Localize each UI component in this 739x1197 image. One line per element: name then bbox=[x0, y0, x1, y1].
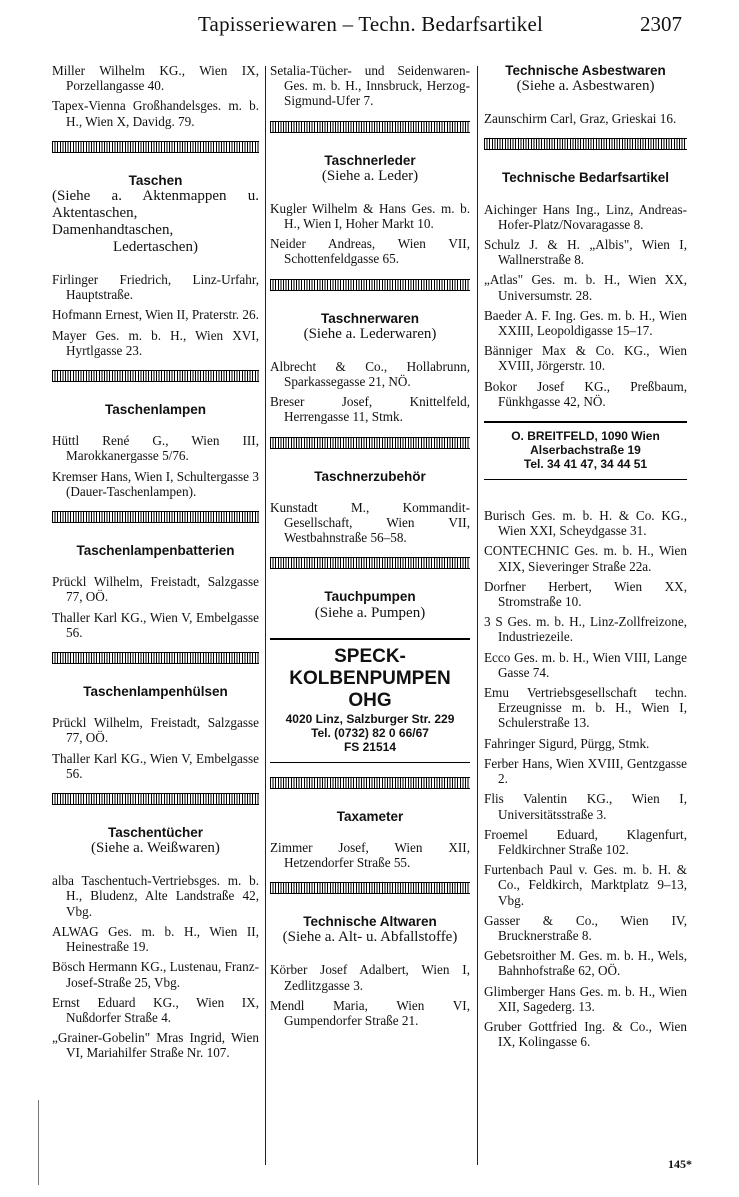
section-title: Taschenlampenbatterien bbox=[76, 543, 235, 559]
list-item: Baeder A. F. Ing. Ges. m. b. H., Wien XXIII, Leopoldigasse 15–17. bbox=[484, 307, 687, 339]
section-title: Technische Bedarfsartikel bbox=[501, 170, 670, 186]
section-heading bbox=[52, 684, 259, 699]
list-item: Albrecht & Co., Hollabrunn, Sparkassegasse 21, NÖ. bbox=[270, 358, 470, 390]
column-3 bbox=[484, 63, 687, 1054]
list-item: Thaller Karl KG., Wien V, Embelgasse 56. bbox=[52, 609, 259, 640]
list-item: Fahringer Sigurd, Pürgg, Stmk. bbox=[484, 735, 650, 751]
section-title: Taschentücher bbox=[107, 825, 204, 841]
column-2 bbox=[270, 63, 470, 1033]
section-heading bbox=[52, 825, 259, 857]
list-item: Kunstadt M., Kommandit-Gesellschaft, Wien VII, Westbahnstraße 56–58. bbox=[270, 499, 470, 546]
section-title: Taschen bbox=[128, 172, 183, 188]
section-reference: (Siehe a. Leder) bbox=[321, 167, 419, 184]
column-divider bbox=[265, 66, 266, 1165]
list-item: Tapex-Vienna Großhandelsges. m. b. H., Wien X, Davidg. 79. bbox=[52, 98, 259, 129]
footer-mark: 145* bbox=[668, 1157, 692, 1171]
section-title: Taschenlampen bbox=[104, 402, 207, 418]
list-item: Bänniger Max & Co. KG., Wien XVIII, Jörgerstr. 10. bbox=[484, 343, 687, 374]
list-item: Mendl Maria, Wien VI, Gumpendorfer Straße 21. bbox=[270, 997, 470, 1029]
advertisement bbox=[270, 638, 470, 763]
list-item: Ecco Ges. m. b. H., Wien VIII, Lange Gasse 74. bbox=[484, 649, 687, 680]
section-title: Taschnerleder bbox=[324, 152, 416, 168]
section-heading bbox=[270, 311, 470, 343]
list-item: Miller Wilhelm KG., Wien IX, Porzellangasse 40. bbox=[52, 63, 259, 94]
list-item: ALWAG Ges. m. b. H., Wien II, Heinestraße 19. bbox=[52, 923, 259, 955]
section-heading bbox=[270, 469, 470, 484]
section-title: Taschnerwaren bbox=[320, 310, 420, 326]
list-item: Aichinger Hans Ing., Linz, Andreas-Hofer-Platz/Novaragasse 8. bbox=[484, 201, 687, 232]
column-1 bbox=[52, 63, 259, 1066]
list-item: Burisch Ges. m. b. H. & Co. KG., Wien XXI, Scheydgasse 31. bbox=[484, 508, 687, 539]
ad-line: O. BREITFELD, 1090 Wien bbox=[511, 429, 660, 444]
section-reference: (Siehe a. Lederwaren) bbox=[303, 325, 437, 342]
ad-line: SPECK- bbox=[334, 645, 406, 667]
section-divider bbox=[52, 652, 259, 664]
margin-mark bbox=[38, 1100, 39, 1185]
list-item: Neider Andreas, Wien VII, Schottenfeldgasse 65. bbox=[270, 236, 470, 267]
section-title: Technische Asbestwaren bbox=[505, 63, 666, 78]
section-title: Taschnerzubehör bbox=[314, 468, 426, 484]
list-item: Hofmann Ernest, Wien II, Praterstr. 26. bbox=[52, 307, 259, 323]
ad-line: KOLBENPUMPEN OHG bbox=[289, 667, 451, 711]
section-heading bbox=[270, 153, 470, 185]
section-divider bbox=[270, 777, 470, 789]
page-number: 2307 bbox=[640, 12, 682, 36]
section-title: Taxameter bbox=[336, 808, 404, 824]
list-item: Furtenbach Paul v. Ges. m. b. H. & Co., Feldkirch, Marktplatz 9–13, Vbg. bbox=[484, 862, 687, 908]
section-reference: (Siehe a. Pumpen) bbox=[314, 604, 426, 621]
list-item: Gruber Gottfried Ing. & Co., Wien IX, Kolingasse 6. bbox=[484, 1018, 687, 1050]
list-item: Mayer Ges. m. b. H., Wien XVI, Hyrtlgasse 23. bbox=[52, 327, 259, 358]
list-item: Firlinger Friedrich, Linz-Urfahr, Hauptstraße. bbox=[52, 272, 259, 303]
list-item: Ferber Hans, Wien XVIII, Gentzgasse 2. bbox=[484, 755, 687, 787]
list-item: Emu Vertriebsgesellschaft techn. Erzeugnisse m. b. H., Wien I, Schulerstraße 13. bbox=[484, 685, 687, 731]
section-divider bbox=[270, 279, 470, 291]
section-title: Technische Altwaren bbox=[303, 914, 437, 930]
ad-line: Tel. 34 41 47, 34 44 51 bbox=[523, 457, 648, 472]
section-heading bbox=[484, 63, 687, 95]
section-divider bbox=[52, 141, 259, 153]
list-item: Hüttl René G., Wien III, Marokkanergasse 5/76. bbox=[52, 433, 259, 464]
list-item: Ernst Eduard KG., Wien IX, Nußdorfer Straße 4. bbox=[52, 994, 259, 1025]
column-divider bbox=[477, 66, 478, 1165]
list-item: alba Taschentuch-Vertriebsges. m. b. H., Bludenz, Alte Landstraße 42, Vbg. bbox=[52, 873, 259, 919]
list-item: CONTECHNIC Ges. m. b. H., Wien XIX, Sieveringer Straße 22a. bbox=[484, 543, 687, 574]
list-item: Gasser & Co., Wien IV, Brucknerstraße 8. bbox=[484, 912, 687, 943]
list-item: „Atlas" Ges. m. b. H., Wien XX, Universumstr. 28. bbox=[484, 272, 687, 303]
list-item: Setalia-Tücher- und Seidenwaren-Ges. m. b. H., Innsbruck, Herzog-Sigmund-Ufer 7. bbox=[270, 63, 470, 109]
list-item: Thaller Karl KG., Wien V, Embelgasse 56. bbox=[52, 750, 259, 781]
list-item: Kugler Wilhelm & Hans Ges. m. b. H., Wien I, Hoher Markt 10. bbox=[270, 200, 470, 232]
section-reference: (Siehe a. Asbestwaren) bbox=[516, 78, 655, 95]
ad-line: FS 21514 bbox=[343, 739, 397, 754]
advertisement bbox=[484, 421, 687, 480]
section-heading bbox=[52, 543, 259, 558]
list-item: Bokor Josef KG., Preßbaum, Fünkhgasse 42, NÖ. bbox=[484, 378, 687, 409]
list-item: Breser Josef, Knittelfeld, Herrengasse 11, Stmk. bbox=[270, 394, 470, 425]
section-divider bbox=[270, 121, 470, 133]
list-item: Schulz J. & H. „Albis", Wien I, Wallnerstraße 8. bbox=[484, 237, 687, 268]
section-reference: (Siehe a. Alt- u. Abfallstoffe) bbox=[282, 929, 458, 946]
list-item: Zaunschirm Carl, Graz, Grieskai 16. bbox=[484, 111, 677, 127]
running-title: Tapisseriewaren – Techn. Bedarfsartikel bbox=[198, 12, 543, 36]
list-item: Prückl Wilhelm, Freistadt, Salzgasse 77, OÖ. bbox=[52, 574, 259, 605]
page-header bbox=[0, 8, 739, 40]
list-item: „Grainer-Gobelin" Mras Ingrid, Wien VI, Mariahilfer Straße Nr. 107. bbox=[52, 1030, 259, 1061]
section-divider bbox=[484, 138, 687, 150]
list-item: Glimberger Hans Ges. m. b. H., Wien XII, Sagederg. 13. bbox=[484, 983, 687, 1014]
list-item: Prückl Wilhelm, Freistadt, Salzgasse 77, OÖ. bbox=[52, 715, 259, 746]
ad-line: Alserbachstraße 19 bbox=[530, 443, 641, 458]
section-divider bbox=[52, 793, 259, 805]
spacer bbox=[484, 494, 687, 508]
section-title: Tauchpumpen bbox=[324, 589, 416, 605]
section-divider bbox=[52, 511, 259, 523]
list-item: Dorfner Herbert, Wien XX, Stromstraße 10. bbox=[484, 578, 687, 610]
list-item: Kremser Hans, Wien I, Schultergasse 3 (Dauer-Taschenlampen). bbox=[52, 468, 259, 499]
list-item: Zimmer Josef, Wien XII, Hetzendorfer Straße 55. bbox=[270, 839, 470, 871]
section-heading bbox=[270, 809, 470, 824]
section-title: Taschenlampenhülsen bbox=[83, 684, 228, 700]
section-divider bbox=[270, 882, 470, 894]
section-heading bbox=[270, 589, 470, 621]
list-item: Körber Josef Adalbert, Wien I, Zedlitzgasse 3. bbox=[270, 962, 470, 993]
ad-line: 4020 Linz, Salzburger Str. 229 bbox=[285, 711, 455, 726]
section-divider bbox=[270, 437, 470, 449]
section-divider bbox=[52, 370, 259, 382]
section-reference: (Siehe a. Weißwaren) bbox=[91, 840, 220, 857]
list-item: Flis Valentin KG., Wien I, Universitätsstraße 3. bbox=[484, 791, 687, 822]
list-item: Froemel Eduard, Klagenfurt, Feldkirchner Straße 102. bbox=[484, 826, 687, 857]
section-heading bbox=[484, 170, 687, 185]
section-reference: (Siehe a. Aktenmappen u. Aktentaschen, Damenhandtaschen, Ledertaschen) bbox=[52, 188, 259, 256]
list-item: 3 S Ges. m. b. H., Linz-Zollfreizone, Industriezeile. bbox=[484, 614, 687, 645]
list-item: Gebetsroither M. Ges. m. b. H., Wels, Bahnhofstraße 62, OÖ. bbox=[484, 948, 687, 979]
section-heading bbox=[52, 173, 259, 256]
list-item: Bösch Hermann KG., Lustenau, Franz-Josef-Straße 25, Vbg. bbox=[52, 959, 259, 990]
section-heading bbox=[52, 402, 259, 417]
section-heading bbox=[270, 914, 470, 946]
section-divider bbox=[270, 557, 470, 569]
ad-line: Tel. (0732) 82 0 66/67 bbox=[311, 725, 429, 740]
